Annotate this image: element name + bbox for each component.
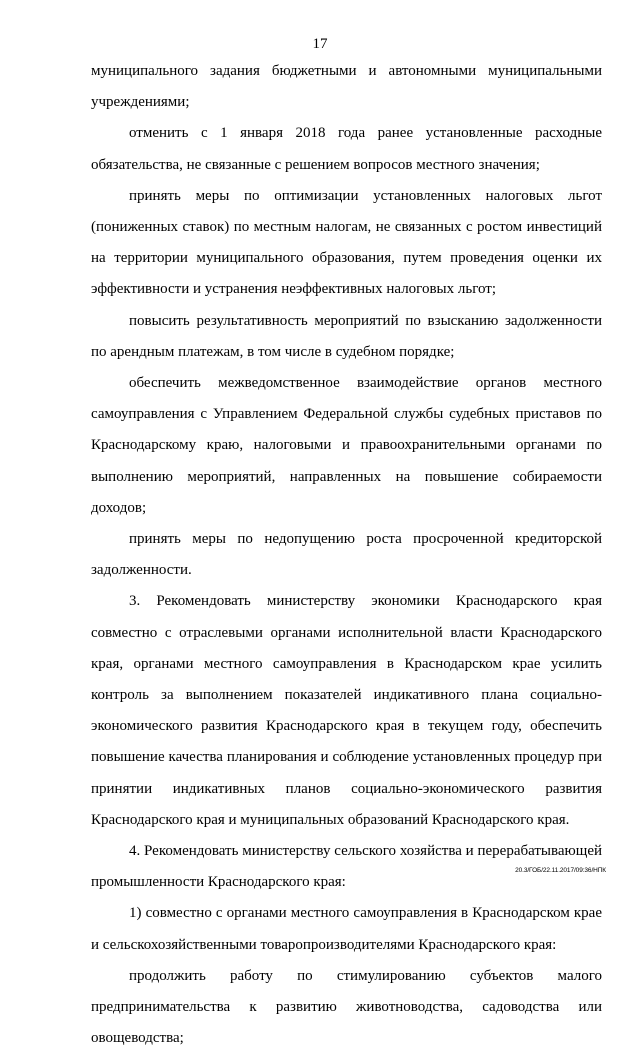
- paragraph-8: 4. Рекомендовать министерству сельского хозяйства и перерабатывающей промышленности Краснодарского края:: [91, 843, 602, 891]
- paragraph-6: принять меры по недопущению роста просроченной кредиторской задолженности.: [91, 531, 602, 579]
- footer-document-code: 20.3/ГОБ/22.11.2017/09:36/НПК: [515, 867, 606, 874]
- paragraph-4: повысить результативность мероприятий по взысканию задолженности по арендным платежам, в том числе в судебном порядке;: [91, 312, 602, 360]
- paragraph-1: муниципального задания бюджетными и автономными муниципальными учреждениями;: [91, 63, 602, 111]
- paragraph-2: отменить с 1 января 2018 года ранее установленные расходные обязательства, не связанные с решением вопросов местного значения;: [91, 125, 602, 173]
- paragraph-7: 3. Рекомендовать министерству экономики Краснодарского края совместно с отраслевыми органами исполнительной власти Краснодарского края, органами местного самоуправления в Краснодарском крае усилить контроль за выполнением показателей индикативного плана социально-экономического развития Краснодарского края в текущем году, обеспечить повышение качества планирования и соблюдение установленных процедур при принятии индикативных планов социально-экономического развития Краснодарского края и муниципальных образований Краснодарского края.: [91, 593, 602, 828]
- page-number: 17: [312, 36, 328, 52]
- paragraph-5: обеспечить межведомственное взаимодействие органов местного самоуправления с Управлением Федеральной службы судебных приставов по Краснодарскому краю, налоговыми и правоохранительными органами по выполнению мероприятий, направленных на повышение собираемости доходов;: [91, 375, 602, 516]
- paragraph-3: принять меры по оптимизации установленных налоговых льгот (пониженных ставок) по местным налогам, не связанных с ростом инвестиций на территории муниципального образования, путем проведения оценки их эффективности и устранения неэффективных налоговых льгот;: [91, 187, 602, 298]
- paragraph-9: 1) совместно с органами местного самоуправления в Краснодарском крае и сельскохозяйственными товаропроизводителями Краснодарского края:: [91, 905, 602, 953]
- paragraph-10: продолжить работу по стимулированию субъектов малого предпринимательства к развитию животноводства, садоводства или овощеводства;: [91, 967, 602, 1047]
